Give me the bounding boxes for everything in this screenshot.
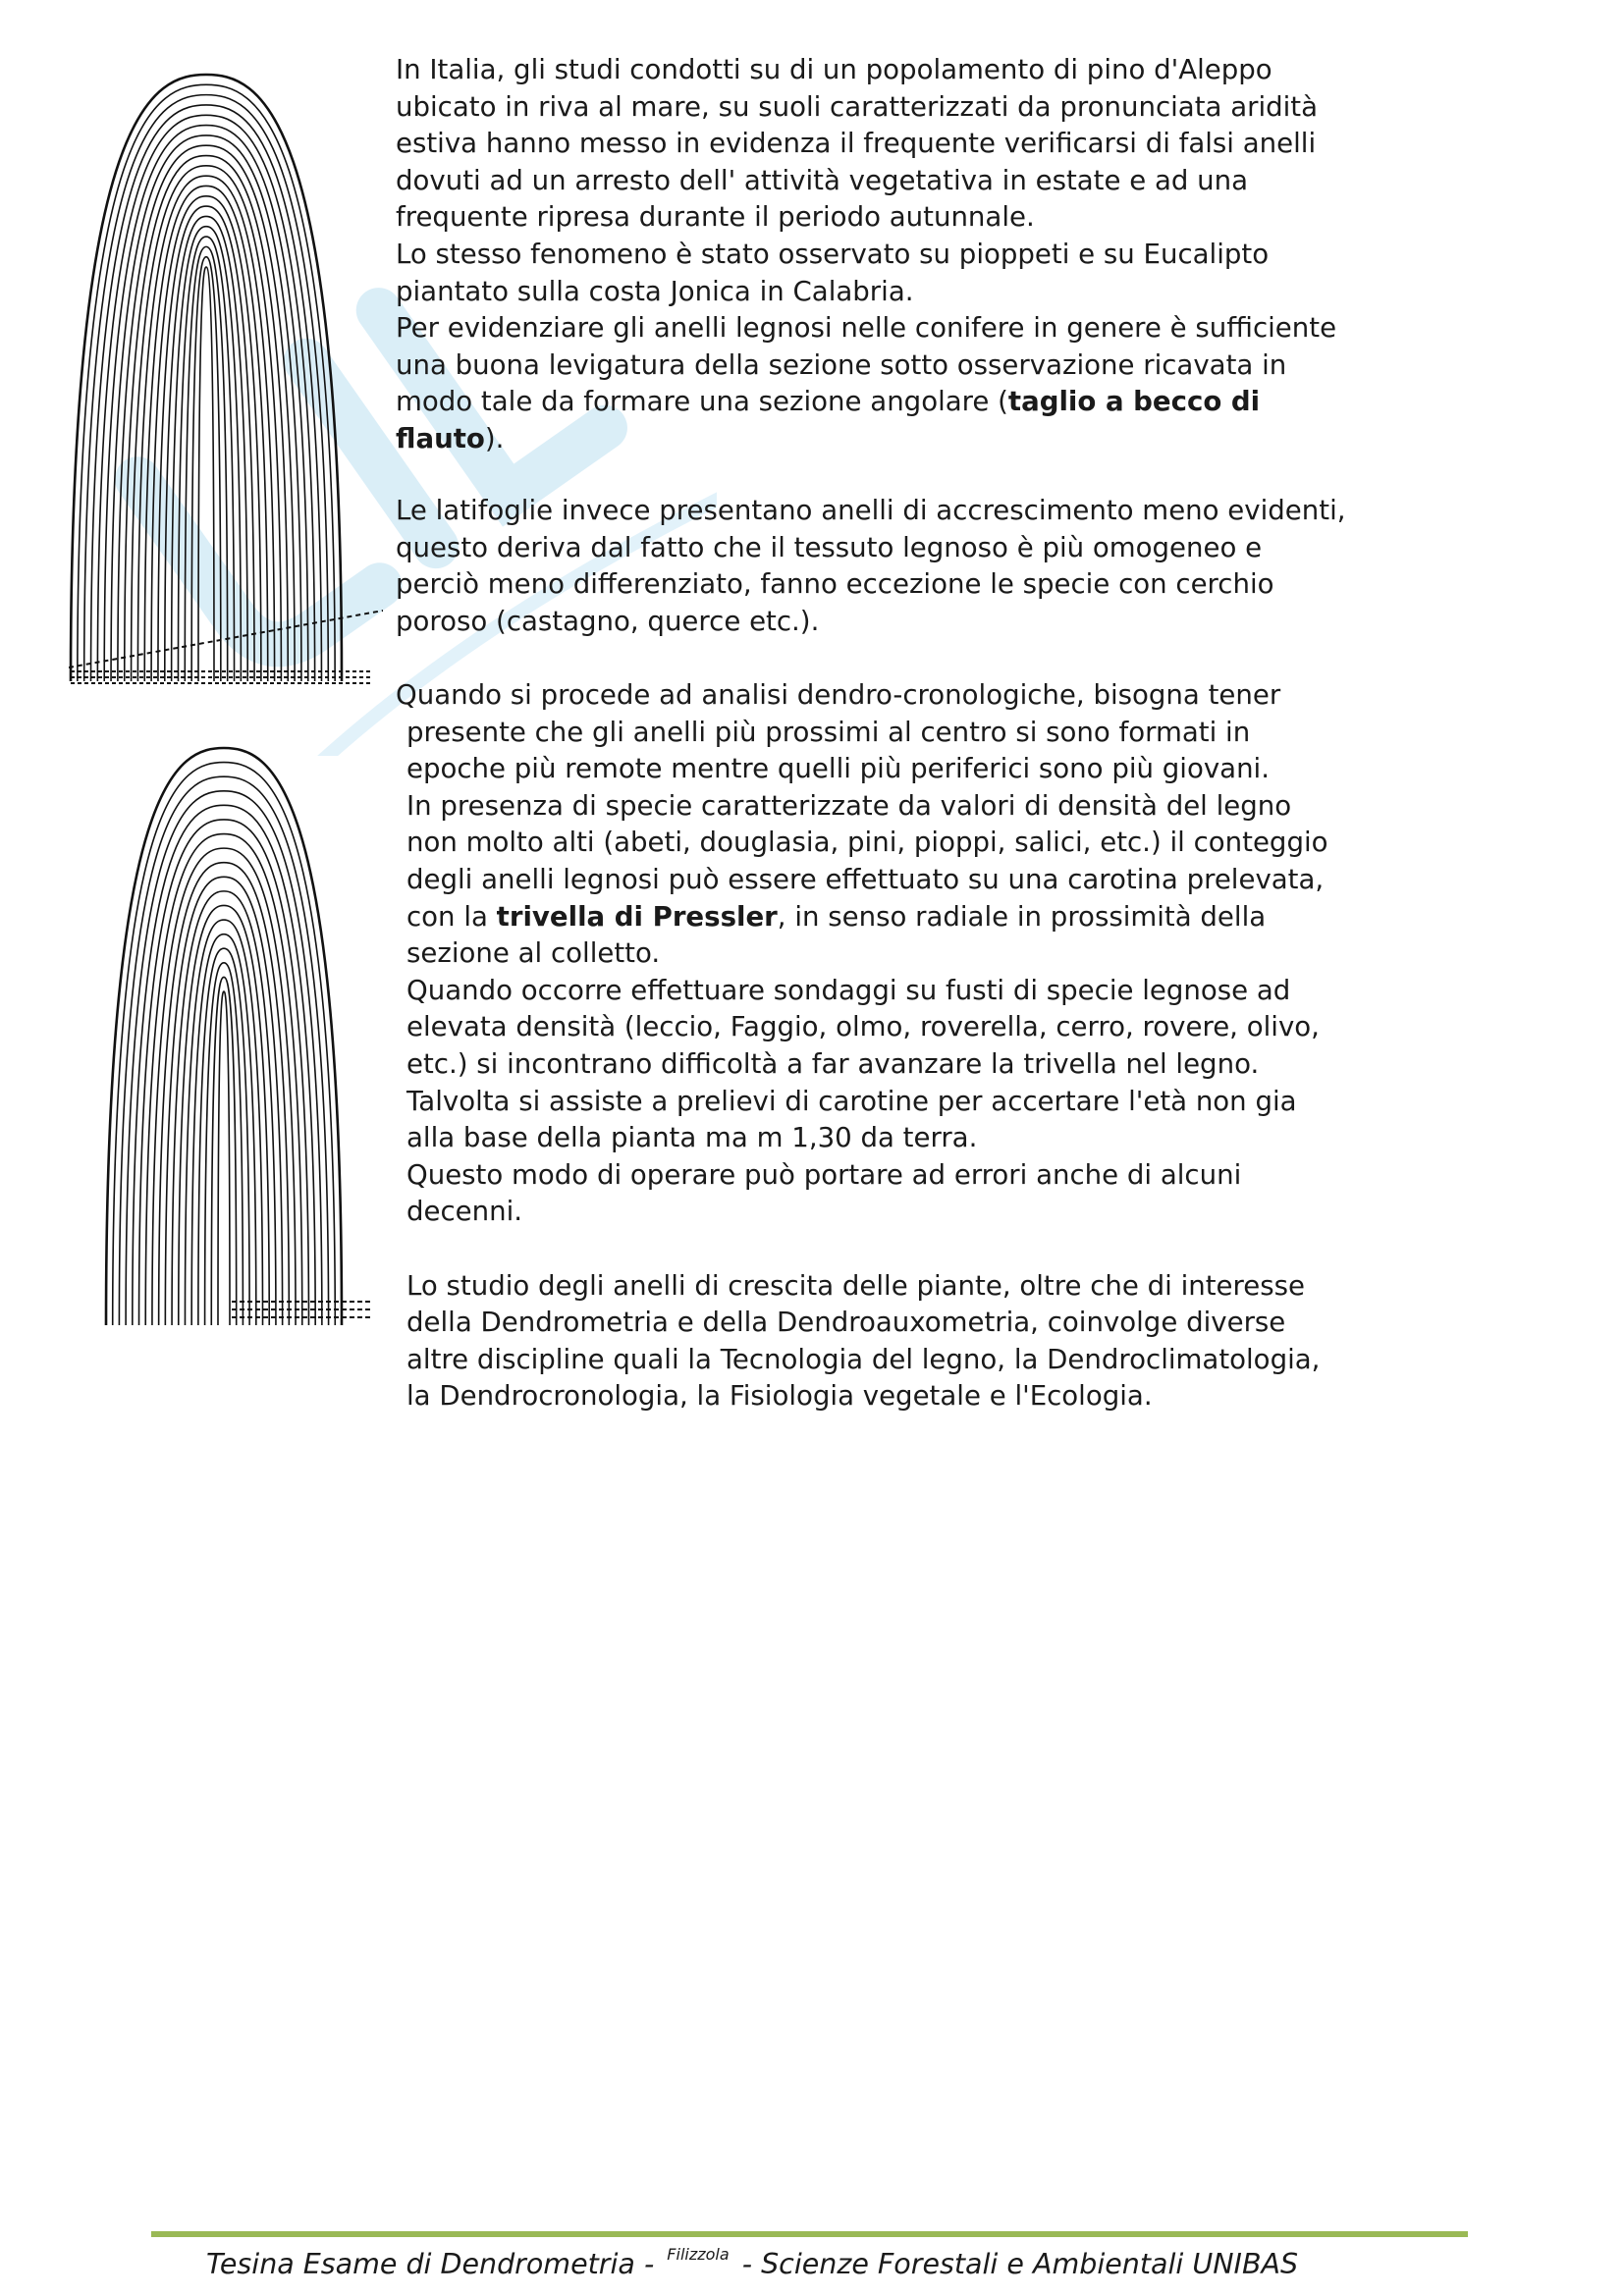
text-line: estiva hanno messo in evidenza il frequente verificarsi di falsi anelli xyxy=(396,127,1317,160)
bold-term-flauto: flauto xyxy=(396,421,485,454)
text-line: alla base della pianta ma m 1,30 da terra. xyxy=(406,1121,978,1154)
text-line: Questo modo di operare può portare ad errori anche di alcuni xyxy=(406,1157,1242,1191)
footer xyxy=(206,2245,1434,2280)
text-line: Lo stesso fenomeno è stato osservato su pioppeti e su Eucalipto xyxy=(396,237,1270,270)
growth-ring-line xyxy=(211,977,236,1325)
growth-ring-line xyxy=(172,891,276,1325)
text-line: In presenza di specie caratterizzate da valori di densità del legno xyxy=(406,788,1292,822)
text-line: piantato sulla costa Jonica in Calabria. xyxy=(396,274,914,307)
figure-flute-cut xyxy=(69,61,383,689)
text-line: perciò meno differenziato, fanno eccezione le specie con cerchio xyxy=(396,567,1274,601)
text-line: una buona levigatura della sezione sotto osservazione ricavata in xyxy=(396,347,1287,381)
growth-ring-line xyxy=(165,216,247,681)
paragraph-false-rings xyxy=(396,51,1505,457)
text-line: In Italia, gli studi condotti su di un popolamento di pino d'Aleppo xyxy=(396,53,1272,85)
text-line: degli anelli legnosi può essere effettuato su una carotina prelevata, xyxy=(406,862,1325,895)
growth-ring-line xyxy=(119,776,328,1325)
growth-ring-line xyxy=(185,920,262,1325)
growth-ring-line xyxy=(126,791,322,1325)
growth-ring-line xyxy=(125,156,289,681)
paragraph-broadleaves xyxy=(396,492,1505,639)
flute-cut-section-diagram xyxy=(69,61,383,689)
radial-core-section-diagram xyxy=(104,736,379,1335)
footer-right: - Scienze Forestali e Ambientali UNIBAS xyxy=(741,2248,1299,2280)
growth-ring-line xyxy=(191,257,221,681)
text-line: non molto alti (abeti, douglasia, pini, pioppi, salici, etc.) il conteggio xyxy=(406,826,1328,859)
text-line: epoche più remote mentre quelli più periferici sono più giovani. xyxy=(406,752,1270,785)
footer-author: Filizzola xyxy=(667,2245,730,2264)
text-line: Per evidenziare gli anelli legnosi nelle conifere in genere è sufficiente xyxy=(396,311,1337,345)
growth-ring-line xyxy=(132,166,282,681)
growth-ring-line xyxy=(111,135,301,681)
flute-cut-line xyxy=(69,611,383,667)
text-line: della Dendrometria e della Dendroauxometria, coinvolge diverse xyxy=(406,1306,1286,1339)
growth-ring-line xyxy=(158,206,254,681)
text-span: modo tale da formare una sezione angolare ( xyxy=(396,385,1008,418)
text-line: la Dendrocronologia, la Fisiologia vegetale e l'Ecologia. xyxy=(406,1379,1153,1413)
text-line: Lo studio degli anelli di crescita delle piante, oltre che di interesse xyxy=(406,1268,1305,1302)
text-line xyxy=(396,383,1505,420)
bold-term-pressler: trivella di Pressler xyxy=(496,899,778,933)
text-span: ). xyxy=(484,421,505,454)
growth-ring-line xyxy=(145,834,302,1325)
text-line: presente che gli anelli più prossimi al centro si sono formati in xyxy=(406,715,1251,748)
footer-left: Tesina Esame di Dendrometria - xyxy=(206,2248,655,2280)
text-line xyxy=(396,420,1505,457)
text-span: con la xyxy=(406,899,497,933)
text-line: altre discipline quali la Tecnologia del legno, la Dendroclimatologia, xyxy=(406,1342,1321,1375)
growth-ring-line xyxy=(97,115,314,681)
text-line: poroso (castagno, querce etc.). xyxy=(396,604,820,637)
text-line: dovuti ad un arresto dell' attività vegetativa in estate e ad una xyxy=(396,163,1249,196)
growth-ring-line xyxy=(172,227,242,681)
paragraph-dendrochronology xyxy=(396,676,1505,1415)
text-line: questo deriva dal fatto che il tessuto legnoso è più omogeneo e xyxy=(396,530,1263,563)
text-line: Quando si procede ad analisi dendro-cronologiche, bisogna tener xyxy=(396,678,1281,711)
text-line: Talvolta si assiste a prelievi di carotine per accertare l'età non gia xyxy=(406,1084,1297,1117)
growth-ring-line xyxy=(144,186,267,681)
text-line: etc.) si incontrano difficoltà a far avanzare la trivella nel legno. xyxy=(406,1046,1260,1080)
paragraph-gap xyxy=(396,1230,1505,1267)
footer-rule xyxy=(151,2231,1468,2237)
growth-ring-line xyxy=(218,991,230,1325)
growth-ring-line xyxy=(198,267,214,681)
figure-radial-core xyxy=(104,736,379,1335)
text-span: , in senso radiale in prossimità della xyxy=(777,899,1267,933)
text-line: sezione al colletto. xyxy=(406,936,661,970)
text-line: Le latifoglie invece presentano anelli di accrescimento meno evidenti, xyxy=(396,494,1346,526)
growth-ring-line xyxy=(205,963,244,1325)
text-line: elevata densità (leccio, Faggio, olmo, roverella, cerro, rovere, olivo, xyxy=(406,1010,1320,1043)
text-line: frequente ripresa durante il periodo autunnale. xyxy=(396,200,1035,234)
growth-ring-line xyxy=(191,934,256,1325)
bold-term-flute-cut: taglio a becco di xyxy=(1007,385,1261,418)
growth-ring-line xyxy=(84,95,329,681)
text-line: ubicato in riva al mare, su suoli caratterizzati da pronunciata aridità xyxy=(396,89,1319,123)
text-line: decenni. xyxy=(406,1195,523,1228)
text-line: Quando occorre effettuare sondaggi su fusti di specie legnose ad xyxy=(406,973,1291,1006)
text-line xyxy=(396,898,1505,935)
growth-ring-line xyxy=(104,126,308,681)
